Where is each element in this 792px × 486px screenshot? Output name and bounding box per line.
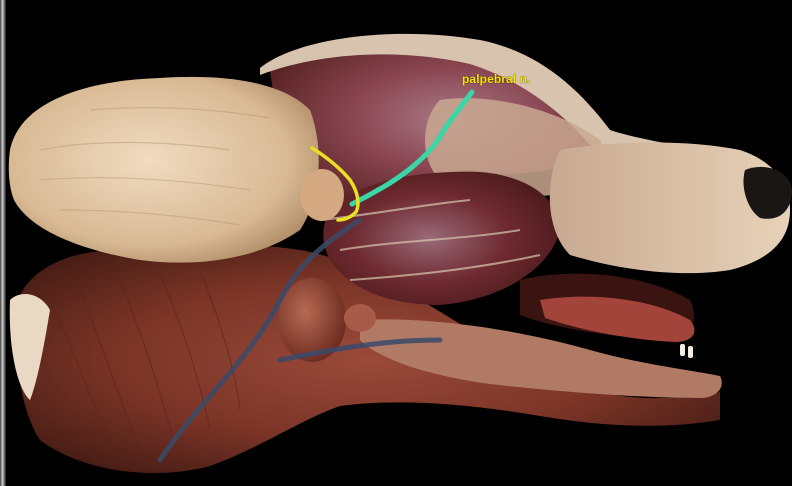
palpebral-nerve-label: palpebral n.	[462, 72, 531, 86]
window-edge-strip	[0, 0, 6, 486]
lymph-node	[344, 304, 376, 332]
ear-base	[300, 169, 344, 221]
ear-flap	[9, 77, 319, 263]
teeth	[680, 344, 693, 358]
